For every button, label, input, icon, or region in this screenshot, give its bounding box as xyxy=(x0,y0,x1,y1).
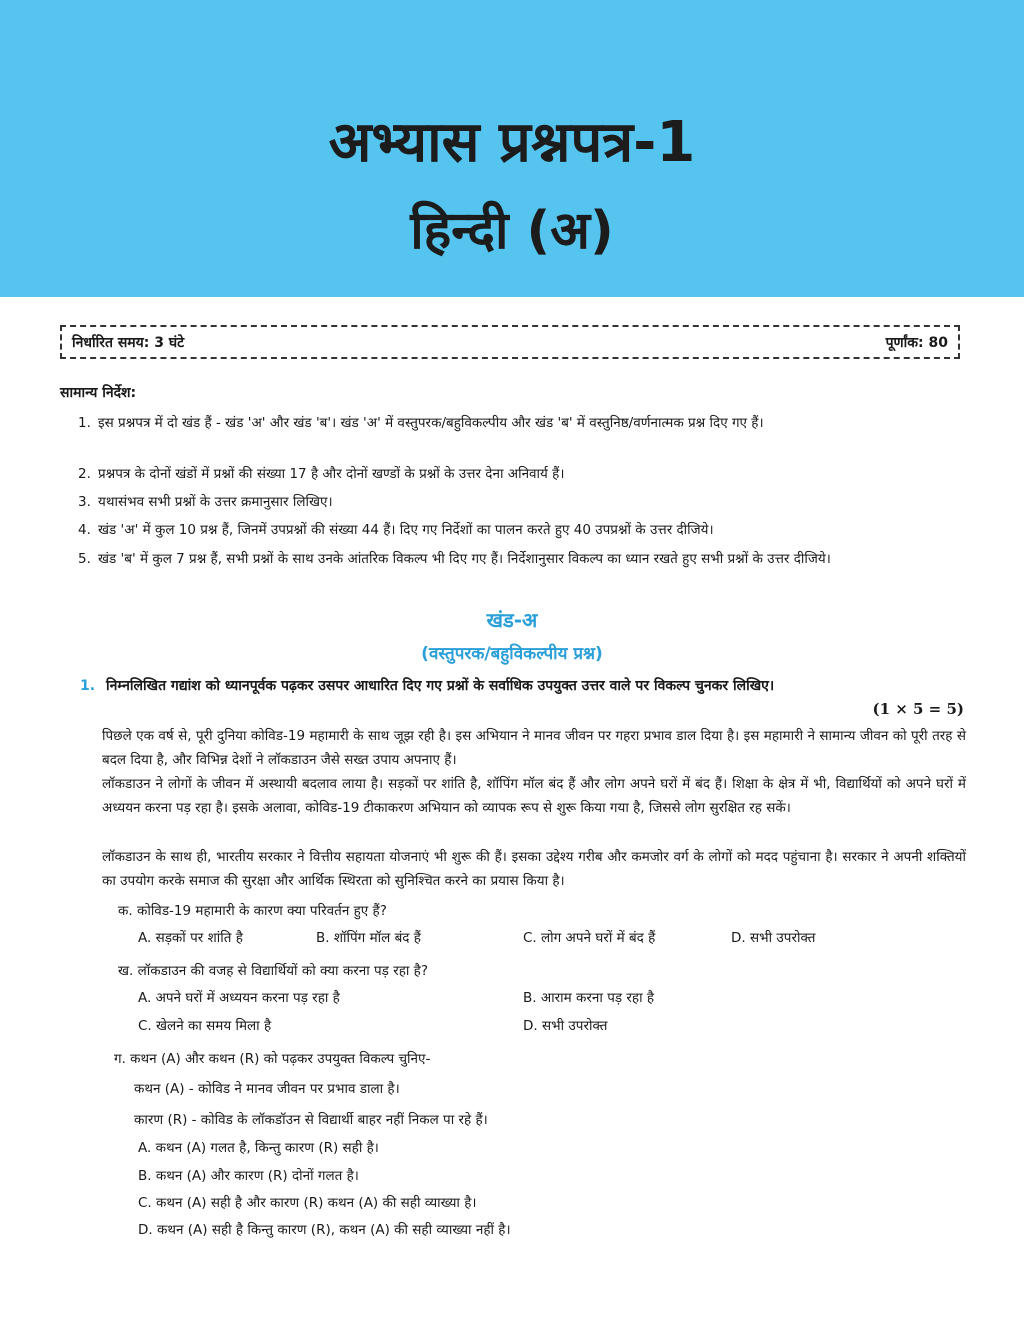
option-b: B. कथन (A) और कारण (R) दोनों गलत है। xyxy=(138,1168,359,1184)
page-title: अभ्यास प्रश्नपत्र-1 xyxy=(328,110,696,175)
instruction-item: 3. यथासंभव सभी प्रश्नों के उत्तर क्रमानुसार लिखिए। xyxy=(78,494,333,510)
instruction-item: 1. इस प्रश्नपत्र में दो खंड हैं - खंड 'अ' और खंड 'ब'। खंड 'अ' में वस्तुपरक/बहुविकल्पीय और खंड 'ब' में वस्तुनिष्ठ/वर्णनात्मक प्रश्न दिए गए हैं। xyxy=(78,415,764,431)
option-c: C. लोग अपने घरों में बंद हैं xyxy=(523,930,656,946)
instruction-item: 5. खंड 'ब' में कुल 7 प्रश्न हैं, सभी प्रश्नों के साथ उनके आंतरिक विकल्प भी दिए गए हैं। निर्देशानुसार विकल्प का ध्यान रखते हुए सभी प्रश्नों के उत्तर दीजिये। xyxy=(78,551,831,567)
option-d: D. सभी उपरोक्त xyxy=(731,930,816,946)
option-a: A. सड़कों पर शांति है xyxy=(138,930,243,946)
time-marks-box xyxy=(60,325,960,359)
option-c: C. कथन (A) सही है और कारण (R) कथन (A) की सही व्याख्या है। xyxy=(138,1195,477,1211)
sub-question-b: ख. लॉकडाउन की वजह से विद्यार्थियों को क्या करना पड़ रहा है? xyxy=(118,963,429,979)
option-a: A. अपने घरों में अध्ययन करना पड़ रहा है xyxy=(138,990,340,1006)
total-marks: पूर्णांक: 80 xyxy=(885,334,948,351)
section-title: खंड-अ xyxy=(486,608,538,632)
header-banner xyxy=(0,0,1024,297)
reason-text: कारण (R) - कोविड के लॉकडॉउन से विद्यार्थी बाहर नहीं निकल पा रहे हैं। xyxy=(134,1112,488,1128)
option-a: A. कथन (A) गलत है, किन्तु कारण (R) सही है। xyxy=(138,1140,379,1156)
sub-question-c: ग. कथन (A) और कथन (R) को पढ़कर उपयुक्त विकल्प चुनिए- xyxy=(114,1051,431,1067)
assertion-text: कथन (A) - कोविड ने मानव जीवन पर प्रभाव डाला है। xyxy=(134,1081,400,1097)
question-marks: (1 × 5 = 5) xyxy=(872,700,964,718)
option-d: D. सभी उपरोक्त xyxy=(523,1018,608,1034)
option-c: C. खेलने का समय मिला है xyxy=(138,1018,272,1034)
passage-paragraph: लॉकडाउन के साथ ही, भारतीय सरकार ने वित्तीय सहायता योजनाएं भी शुरू की हैं। इसका उद्देश्य गरीब और कमजोर वर्ग के लोगों को मदद पहुंचाना है। सरकार ने अपनी शक्तियों का उपयोग करके समाज की सुरक्षा और आर्थिक स्थिरता को सुनिश्चित करने का प्रयास किया है। xyxy=(102,849,966,889)
passage-paragraph: पिछले एक वर्ष से, पूरी दुनिया कोविड-19 महामारी के साथ जूझ रही है। इस अभियान ने मानव जीवन पर गहरा प्रभाव डाल दिया है। इस महामारी ने सामान्य जीवन को पूरी तरह से बदल दिया है, और विभिन्न देशों ने लॉकडाउन जैसे सख्त उपाय अपनाए हैं। xyxy=(102,728,966,768)
question-text: निम्नलिखित गद्यांश को ध्यानपूर्वक पढ़कर उसपर आधारित दिए गए प्रश्नों के सर्वाधिक उपयुक्त उत्तर वाले पर विकल्प चुनकर लिखिए। xyxy=(106,678,775,694)
sub-question-a: क. कोविड-19 महामारी के कारण क्या परिवर्तन हुए हैं? xyxy=(118,903,387,919)
instruction-item: 2. प्रश्नपत्र के दोनों खंडों में प्रश्नों की संख्या 17 है और दोनों खण्डों के प्रश्नों के उत्तर देना अनिवार्य हैं। xyxy=(78,466,565,482)
question-number: 1. xyxy=(80,678,96,694)
question-1 xyxy=(80,674,966,698)
passage-paragraph: लॉकडाउन ने लोगों के जीवन में अस्थायी बदलाव लाया है। सड़कों पर शांति है, शॉपिंग मॉल बंद हैं और लोग अपने घरों में बंद हैं। शिक्षा के क्षेत्र में भी, विद्यार्थियों को अपने घरों में अध्ययन करना पड़ रहा है। इसके अलावा, कोविड-19 टीकाकरण अभियान को व्यापक रूप से शुरू किया गया है, जिससे लोग सुरक्षित रह सकें। xyxy=(102,776,966,816)
time-allowed: निर्धारित समय: 3 घंटे xyxy=(72,334,185,351)
option-b: B. आराम करना पड़ रहा है xyxy=(523,990,655,1006)
section-subtitle: (वस्तुपरक/बहुविकल्पीय प्रश्न) xyxy=(421,644,603,664)
instructions-heading: सामान्य निर्देश: xyxy=(60,385,137,401)
option-b: B. शॉपिंग मॉल बंद हैं xyxy=(316,930,421,946)
option-d: D. कथन (A) सही है किन्तु कारण (R), कथन (A) की सही व्याख्या नहीं है। xyxy=(138,1222,511,1238)
instruction-item: 4. खंड 'अ' में कुल 10 प्रश्न हैं, जिनमें उपप्रश्नों की संख्या 44 हैं। दिए गए निर्देशों का पालन करते हुए 40 उपप्रश्नों के उत्तर दीजिये। xyxy=(78,522,714,538)
page-subtitle: हिन्दी (अ) xyxy=(410,201,614,261)
